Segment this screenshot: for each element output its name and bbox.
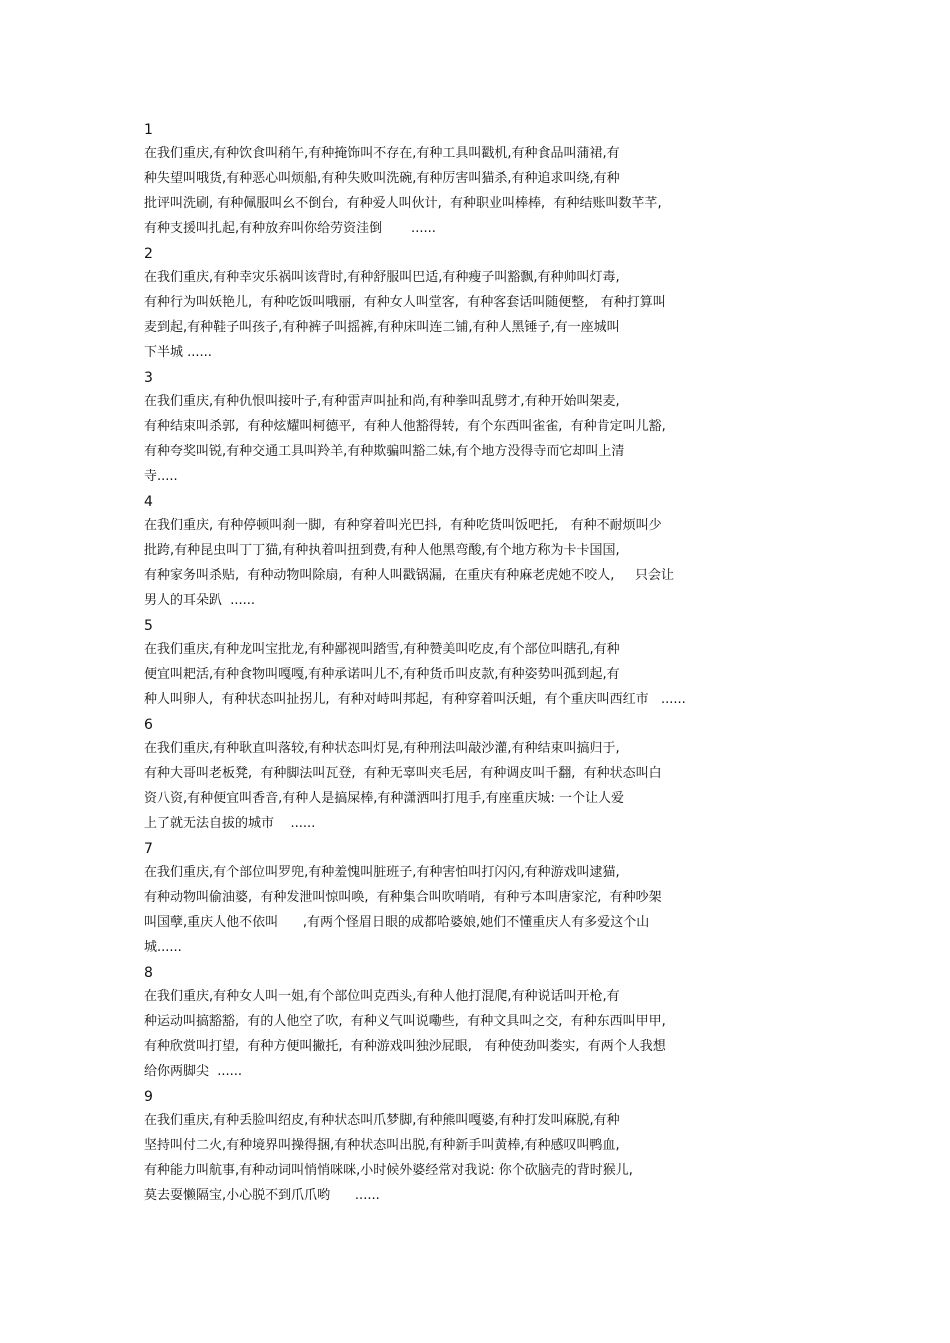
paragraph-line: 批评叫洗刷, 有种佩服叫幺不倒台, 有种爱人叫伙计, 有种职业叫棒棒, 有种结账叫数芊芊, bbox=[144, 196, 662, 211]
paragraph-line: 在我们重庆,有种丢脸叫绍皮,有种状态叫爪梦脚,有种熊叫嘎婆,有种打发叫麻脱,有种 bbox=[144, 1113, 620, 1128]
paragraph-line: 给你两脚尖 ...... bbox=[144, 1064, 243, 1079]
section-number: 8 bbox=[144, 965, 153, 981]
paragraph-line: 便宜叫耙活,有种食物叫嘎嘎,有种承诺叫儿不,有种货币叫皮款,有种姿势叫孤到起,有 bbox=[144, 667, 620, 682]
paragraph-line: 在我们重庆,有种幸灾乐祸叫该背时,有种舒服叫巴适,有种瘦子叫豁飘,有种帅叫灯毒, bbox=[144, 270, 620, 285]
paragraph-line: 种人叫卵人, 有种状态叫扯拐儿, 有种对峙叫邦起, 有种穿着叫沃蛆, 有个重庆叫西红市 ...... bbox=[144, 692, 686, 707]
paragraph-line: 麦到起,有种鞋子叫孩子,有种裤子叫摇裤,有种床叫连二铺,有种人黑锤子,有一座城叫 bbox=[144, 320, 620, 335]
section-4 bbox=[144, 492, 784, 611]
paragraph-line: 上了就无法自拔的城市 ...... bbox=[144, 816, 316, 831]
paragraph-line: 有种能力叫航事,有种动词叫悄悄咪咪,小时候外婆经常对我说: 你个砍脑壳的背时猴儿, bbox=[144, 1163, 633, 1178]
section-number: 1 bbox=[144, 122, 153, 138]
section-6 bbox=[144, 715, 784, 834]
paragraph-line: 下半城 ...... bbox=[144, 345, 212, 360]
paragraph-line: 有种动物叫偷油婆, 有种发泄叫惊叫唤, 有种集合叫吹哨哨, 有种亏本叫唐家沱, 有种吵架 bbox=[144, 890, 662, 905]
section-9 bbox=[144, 1087, 784, 1206]
section-number: 6 bbox=[144, 717, 153, 733]
paragraph-line: 有种家务叫杀贴, 有种动物叫除扇, 有种人叫戳锅漏, 在重庆有种麻老虎她不咬人, 只会让 bbox=[144, 568, 674, 583]
paragraph-line: 批跨,有种昆虫叫丁丁猫,有种执着叫扭到费,有种人他黑弯酸,有个地方称为卡卡国国, bbox=[144, 543, 620, 558]
section-2 bbox=[144, 244, 784, 363]
paragraph-line: 在我们重庆,有种龙叫宝批龙,有种鄙视叫踏雪,有种赞美叫吃皮,有个部位叫瞎孔,有种 bbox=[144, 642, 620, 657]
section-number: 4 bbox=[144, 494, 153, 510]
paragraph-line: 坚持叫付二火,有种境界叫操得捆,有种状态叫出脱,有种新手叫黄棒,有种感叹叫鸭血, bbox=[144, 1138, 620, 1153]
paragraph-line: 种运动叫搞豁豁, 有的人他空了吹, 有种义气叫说嘞些, 有种文具叫之交, 有种东西叫甲甲, bbox=[144, 1014, 666, 1029]
paragraph-line: 有种结束叫杀郭, 有种炫耀叫柯德平, 有种人他豁得转, 有个东西叫雀雀, 有种肯定叫儿豁, bbox=[144, 419, 666, 434]
paragraph-line: 叫国孽,重庆人他不依叫 ,有两个怪眉日眼的成都哈婆娘,她们不懂重庆人有多爱这个山 bbox=[144, 915, 650, 930]
section-number: 5 bbox=[144, 618, 153, 634]
section-1 bbox=[144, 120, 784, 239]
section-5 bbox=[144, 616, 784, 710]
paragraph-line: 莫去耍懒隔宝,小心脱不到爪爪哟 ...... bbox=[144, 1188, 380, 1203]
paragraph-line: 有种支援叫扎起,有种放弃叫你给劳资洼倒 ...... bbox=[144, 221, 436, 236]
paragraph-line: 城...... bbox=[144, 940, 182, 955]
paragraph-line: 男人的耳朵趴 ...... bbox=[144, 593, 256, 608]
paragraph-line: 寺..... bbox=[144, 469, 178, 484]
section-3 bbox=[144, 368, 784, 487]
section-number: 7 bbox=[144, 841, 153, 857]
section-number: 2 bbox=[144, 246, 153, 262]
paragraph-line: 资八资,有种便宜叫香音,有种人是搞屎棒,有种潇洒叫打甩手,有座重庆城: 一个让人爱 bbox=[144, 791, 625, 806]
paragraph-line: 在我们重庆,有种女人叫一姐,有个部位叫克西头,有种人他打混爬,有种说话叫开枪,有 bbox=[144, 989, 620, 1004]
paragraph-line: 在我们重庆,有种耿直叫落较,有种状态叫灯晃,有种刑法叫敲沙灌,有种结束叫搞归于, bbox=[144, 741, 620, 756]
paragraph-line: 在我们重庆,有种仇恨叫接叶子,有种雷声叫扯和尚,有种拳叫乱劈才,有种开始叫架麦, bbox=[144, 394, 620, 409]
section-7 bbox=[144, 839, 784, 958]
paragraph-line: 在我们重庆,有个部位叫罗兜,有种羞愧叫脏班子,有种害怕叫打闪闪,有种游戏叫逮猫, bbox=[144, 865, 620, 880]
paragraph-line: 有种大哥叫老板凳, 有种脚法叫瓦登, 有种无辜叫夹毛居, 有种调皮叫千翻, 有种状态叫白 bbox=[144, 766, 662, 781]
paragraph-line: 有种行为叫妖艳儿, 有种吃饭叫哦丽, 有种女人叫堂客, 有种客套话叫随便整, 有种打算叫 bbox=[144, 295, 666, 310]
paragraph-line: 有种欣赏叫打望, 有种方便叫撇托, 有种游戏叫独沙屁眼, 有种使劲叫娄实, 有两个人我想 bbox=[144, 1039, 666, 1054]
section-8 bbox=[144, 963, 784, 1082]
section-number: 3 bbox=[144, 370, 153, 386]
section-number: 9 bbox=[144, 1089, 153, 1105]
paragraph-line: 在我们重庆, 有种停顿叫刹一脚, 有种穿着叫光巴抖, 有种吃货叫饭吧托, 有种不耐烦叫少 bbox=[144, 518, 662, 533]
paragraph-line: 在我们重庆,有种饮食叫稍午,有种掩饰叫不存在,有种工具叫戳机,有种食品叫蒲裙,有 bbox=[144, 146, 620, 161]
paragraph-line: 种失望叫哦货,有种恶心叫烦船,有种失败叫洗碗,有种厉害叫猫杀,有种追求叫绕,有种 bbox=[144, 171, 620, 186]
paragraph-line: 有种夸奖叫锐,有种交通工具叫羚羊,有种欺骗叫豁二妹,有个地方没得寺而它却叫上清 bbox=[144, 444, 625, 459]
document-body bbox=[144, 120, 784, 1211]
